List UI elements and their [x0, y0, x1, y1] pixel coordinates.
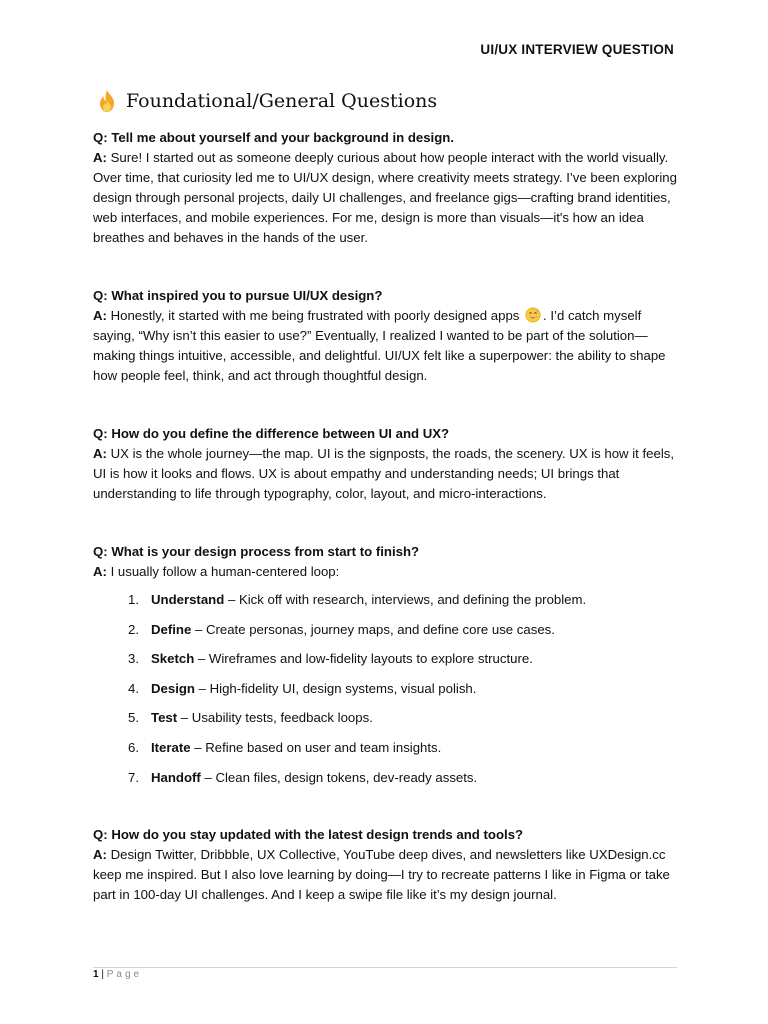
answer-text: I usually follow a human-centered loop:	[110, 564, 340, 579]
answer-label: A:	[93, 847, 107, 863]
step-desc: – Usability tests, feedback loops.	[177, 710, 373, 726]
qa-content	[93, 128, 677, 905]
answer-label: A:	[93, 564, 107, 579]
step-term: Define	[151, 621, 192, 637]
step-desc: – Wireframes and low-fidelity layouts to explore structure.	[194, 651, 533, 667]
list-item: 5. Test – Usability tests, feedback loops.	[128, 710, 373, 726]
step-term: Understand	[151, 592, 225, 607]
question: Q: What inspired you to pursue UI/UX design?	[93, 288, 383, 303]
step-term: Handoff	[151, 769, 201, 785]
process-steps-list	[93, 590, 677, 788]
answer-text: Honestly, it started with me being frustrated with poorly designed apps	[110, 308, 520, 323]
answer	[93, 306, 677, 386]
answer	[93, 148, 677, 248]
answer	[93, 845, 677, 905]
question: Q: How do you define the difference between UI and UX?	[93, 426, 450, 441]
answer-label: A:	[93, 308, 107, 323]
grinning-sweat-emoji-icon	[525, 307, 541, 323]
page-footer	[93, 969, 142, 980]
step-desc: – Create personas, journey maps, and define core use cases.	[191, 621, 555, 637]
list-item: 7. Handoff – Clean files, design tokens, dev-ready assets.	[128, 769, 478, 785]
document-header: UI/UX INTERVIEW QUESTION	[480, 42, 674, 57]
step-term: Iterate	[151, 739, 191, 755]
qa-block	[93, 128, 677, 248]
answer-text: . I’d catch myself saying, “Why isn’t this easier to use?” Eventually, I realized I wanted to be part of the solution—making things intuitive, accessible, and delightful. UI/UX felt like a superpower: the ability to shape how people feel, think, and act through thoughtful design.	[93, 308, 666, 383]
list-item: 1. Understand – Kick off with research, interviews, and defining the problem.	[128, 592, 587, 607]
list-item: 4. Design – High-fidelity UI, design systems, visual polish.	[128, 680, 477, 696]
answer-label: A:	[93, 150, 107, 165]
answer-label: A:	[93, 446, 107, 461]
answer-text: UX is the whole journey—the map. UI is the signposts, the roads, the scenery. UX is how it feels, UI is how it looks and flows. UX is about empathy and understanding needs; UI brings that understanding to life through typography, color, layout, and micro-interactions.	[93, 446, 675, 501]
list-item: 6. Iterate – Refine based on user and team insights.	[128, 739, 442, 755]
step-desc: – Clean files, design tokens, dev-ready assets.	[200, 769, 478, 785]
footer-divider	[93, 967, 677, 968]
footer-separator: |	[98, 969, 107, 980]
step-desc: – Refine based on user and team insights.	[190, 739, 442, 755]
qa-block	[93, 286, 677, 386]
answer-text: Design Twitter, Dribbble, UX Collective, YouTube deep dives, and newsletters like UXDesign.cc keep me inspired. But I also love learning by doing—I try to recreate patterns I like in Figma or take part in 100-day UI challenges. And I keep a swipe file like it’s my design journal.	[93, 847, 670, 903]
section-title: Foundational/General Questions	[126, 90, 438, 112]
page-number: 1	[93, 969, 99, 980]
step-term: Test	[151, 710, 178, 726]
page-label: Page	[106, 969, 143, 980]
step-desc: – Kick off with research, interviews, and defining the problem.	[224, 592, 587, 607]
answer	[93, 444, 677, 504]
question: Q: What is your design process from start to finish?	[93, 544, 420, 559]
qa-block	[93, 542, 677, 788]
question: Q: Tell me about yourself and your background in design.	[93, 130, 454, 145]
step-term: Sketch	[151, 651, 195, 667]
list-item: 2. Define – Create personas, journey maps, and define core use cases.	[128, 621, 555, 637]
step-desc: – High-fidelity UI, design systems, visual polish.	[194, 680, 477, 696]
list-item: 3. Sketch – Wireframes and low-fidelity layouts to explore structure.	[128, 651, 533, 667]
qa-block	[93, 424, 677, 504]
qa-block	[93, 825, 677, 905]
answer	[93, 562, 677, 582]
question: Q: How do you stay updated with the latest design trends and tools?	[93, 827, 524, 843]
step-term: Design	[151, 680, 195, 696]
section-heading	[96, 89, 437, 113]
answer-text: Sure! I started out as someone deeply curious about how people interact with the world visually. Over time, that curiosity led me to UI/UX design, where creativity meets strategy. I’ve been exploring design through personal projects, daily UI challenges, and freelance gigs—crafting brand identities, web interfaces, and mobile experiences. For me, design is more than visuals—it's how an idea breathes and behaves in the hands of the user.	[93, 150, 677, 245]
flame-icon	[96, 89, 118, 113]
